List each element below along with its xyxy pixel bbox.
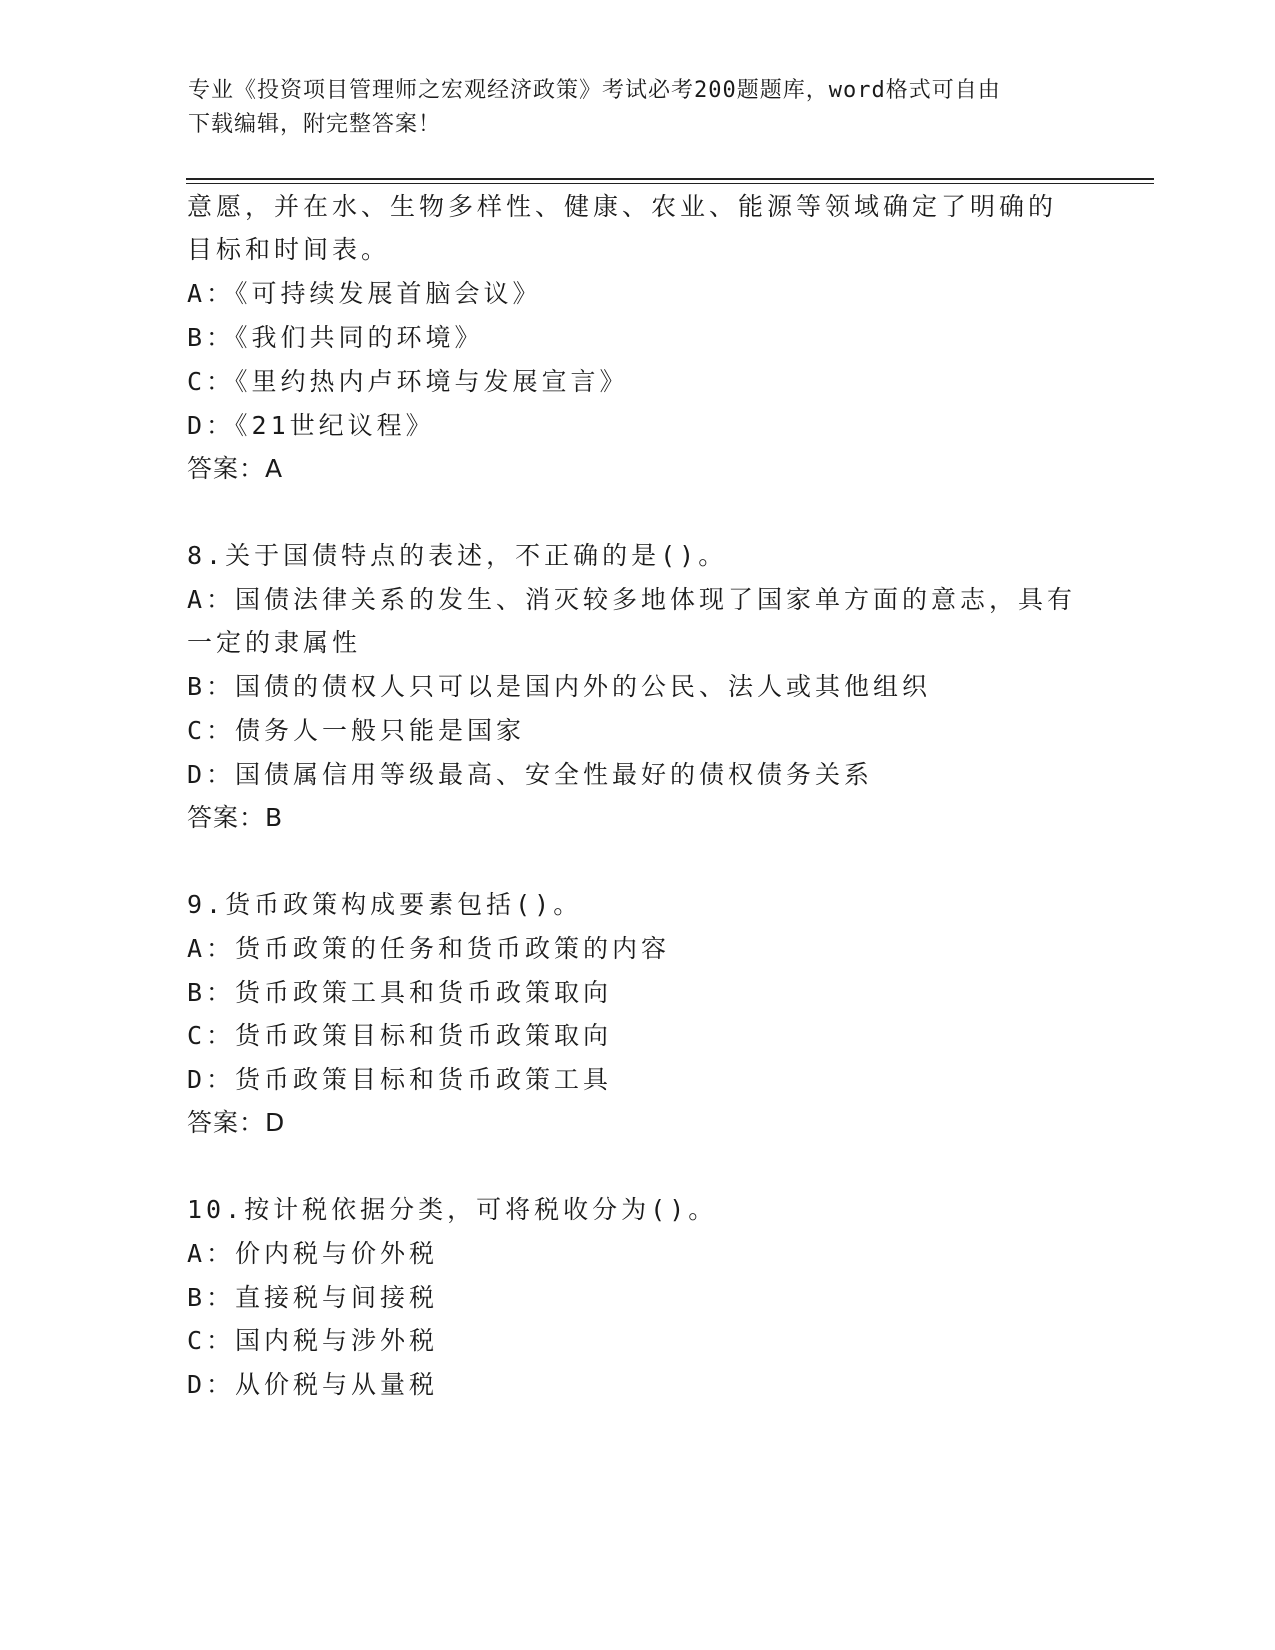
question-10-option-a: A：价内税与价外税 (187, 1239, 439, 1268)
question-10-option-b: B：直接税与间接税 (187, 1283, 439, 1312)
question-7-option-d: D：《21世纪议程》 (187, 411, 435, 440)
question-7-option-c: C：《里约热内卢环境与发展宣言》 (187, 367, 629, 396)
question-8-option-a-line-1: A：国债法律关系的发生、消灭较多地体现了国家单方面的意志，具有 (187, 585, 1077, 614)
question-9-option-b: B：货币政策工具和货币政策取向 (187, 978, 613, 1007)
question-8-option-d: D：国债属信用等级最高、安全性最好的债权债务关系 (187, 760, 874, 789)
header-divider-thin (186, 183, 1154, 184)
document-header (188, 74, 1068, 142)
question-7-text-line-1: 意愿，并在水、生物多样性、健康、农业、能源等领域确定了明确的 (187, 192, 1058, 221)
question-8-option-b: B：国债的债权人只可以是国内外的公民、法人或其他组织 (187, 672, 932, 701)
question-8-option-a-line-2: 一定的隶属性 (187, 628, 362, 657)
question-9-title: 9.货币政策构成要素包括()。 (187, 890, 583, 919)
header-line-2: 下载编辑，附完整答案！ (188, 112, 442, 137)
header-line-1: 专业《投资项目管理师之宏观经济政策》考试必考200题题库，word格式可自由 (188, 78, 1001, 103)
question-7-option-b: B：《我们共同的环境》 (187, 323, 484, 352)
question-7-option-a: A：《可持续发展首脑会议》 (187, 279, 542, 308)
question-10-option-d: D：从价税与从量税 (187, 1370, 439, 1399)
question-7-answer: 答案：A (187, 454, 284, 483)
question-8-title: 8.关于国债特点的表述，不正确的是()。 (187, 541, 728, 570)
question-10-option-c: C：国内税与涉外税 (187, 1326, 439, 1355)
question-10-title: 10.按计税依据分类，可将税收分为()。 (187, 1195, 718, 1224)
header-divider-thick (186, 178, 1154, 180)
question-8-answer: 答案：B (187, 803, 284, 832)
question-9-option-a: A：货币政策的任务和货币政策的内容 (187, 934, 671, 963)
question-9-answer: 答案：D (187, 1108, 286, 1137)
question-9-option-c: C：货币政策目标和货币政策取向 (187, 1021, 613, 1050)
question-8-option-c: C：债务人一般只能是国家 (187, 716, 526, 745)
question-7-text-line-2: 目标和时间表。 (187, 235, 391, 264)
question-9-option-d: D：货币政策目标和货币政策工具 (187, 1065, 613, 1094)
